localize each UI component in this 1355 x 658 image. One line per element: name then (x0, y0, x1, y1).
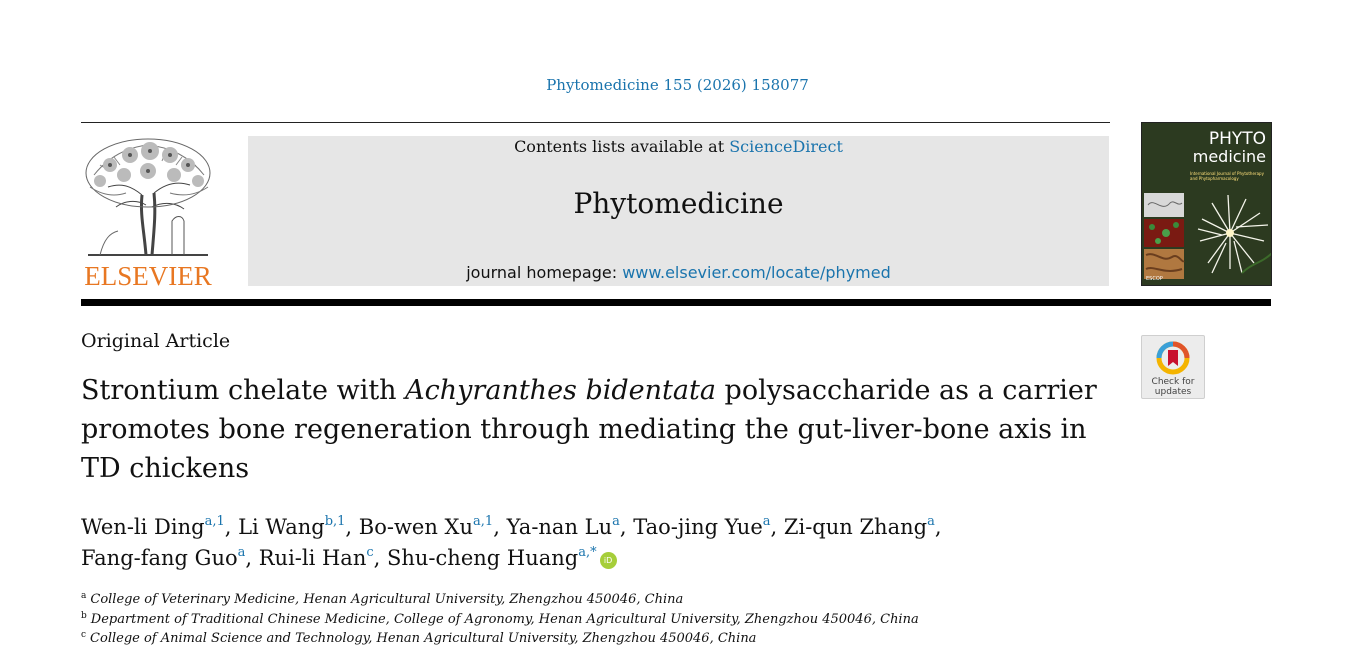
author-name[interactable]: Ya-nan Lu (506, 515, 613, 539)
aff-link[interactable]: a (473, 514, 481, 529)
aff-link[interactable]: a (578, 545, 586, 560)
author-name[interactable]: Rui-li Han (258, 546, 367, 570)
affiliation-text: College of Animal Science and Technology, Henan Agricultural University, Zhengzhou 450046, China (90, 631, 757, 646)
article-type: Original Article (81, 330, 231, 352)
cover-title (1193, 131, 1266, 165)
check-updates-line1: Check for (1151, 377, 1195, 387)
title-species: Achyranthes bidentata (405, 375, 716, 406)
footnote-link[interactable]: ,1 (333, 514, 346, 529)
journal-name: Phytomedicine (573, 187, 784, 220)
homepage-prefix: journal homepage: (466, 263, 618, 282)
contents-line (248, 137, 1109, 156)
check-updates-icon (1156, 341, 1190, 375)
affiliation-item (81, 610, 919, 630)
author-affiliation-ref (763, 514, 771, 529)
cover-tagline: International Journal of Phytotherapy and Phytopharmacology (1190, 171, 1264, 181)
check-for-updates-button[interactable] (1141, 335, 1205, 399)
affiliation-text: College of Veterinary Medicine, Henan Agricultural University, Zhengzhou 450046, China (90, 592, 684, 607)
author-name[interactable]: Wen-li Ding (81, 515, 205, 539)
aff-link[interactable]: b (324, 514, 334, 529)
author-affiliation-ref (366, 545, 373, 560)
citation-link[interactable]: Phytomedicine 155 (2026) 158077 (546, 76, 809, 94)
aff-link[interactable]: a (762, 514, 771, 529)
aff-link[interactable]: a (927, 514, 935, 529)
affiliation-key: a (81, 591, 87, 601)
author-name[interactable]: Tao-jing Yue (633, 515, 763, 539)
author-affiliation-ref (325, 514, 346, 529)
title-part2: polysaccharide as a carrier promotes bone regeneration through mediating the gut-liver-bone axis in TD chickens (81, 375, 1097, 484)
author-name[interactable]: Fang-fang Guo (81, 546, 238, 570)
aff-link[interactable]: a (237, 545, 246, 560)
affiliation-key: c (81, 630, 87, 640)
article-title (81, 371, 1121, 488)
homepage-link[interactable]: www.elsevier.com/locate/phymed (622, 263, 891, 282)
aff-link[interactable]: a (612, 514, 620, 529)
affiliation-text: Department of Traditional Chinese Medicine, College of Agronomy, Henan Agricultural University, Zhengzhou 450046, China (90, 611, 919, 627)
homepage-line (248, 263, 1109, 282)
affiliations (81, 590, 919, 649)
affiliation-item (81, 629, 919, 649)
footnote-link[interactable]: ,1 (212, 514, 225, 529)
title-part1: Strontium chelate with (81, 375, 406, 406)
affiliation-item (81, 590, 919, 610)
aff-link[interactable]: a (204, 514, 213, 529)
author-affiliation-ref (238, 545, 246, 560)
elsevier-logo[interactable] (80, 135, 216, 290)
author-affiliation-ref (473, 514, 493, 529)
corresponding-author-link[interactable]: ,* (585, 545, 597, 560)
author-name[interactable]: Li Wang (238, 515, 325, 539)
author-name[interactable]: Shu-cheng Huang (387, 546, 579, 570)
author-affiliation-ref (612, 514, 620, 529)
author-affiliation-ref (927, 514, 935, 529)
journal-banner (248, 136, 1109, 286)
aff-link[interactable]: c (366, 545, 374, 560)
header-divider (81, 299, 1271, 306)
author-name[interactable]: Zi-qun Zhang (783, 515, 928, 539)
check-updates-line2: updates (1154, 387, 1192, 397)
cover-footer: ESCOP (1146, 276, 1163, 282)
footnote-link[interactable]: ,1 (480, 514, 494, 529)
affiliation-key: b (81, 610, 87, 621)
top-divider (81, 122, 1110, 123)
elsevier-tree-icon (80, 135, 216, 260)
sciencedirect-link[interactable]: ScienceDirect (729, 137, 843, 156)
elsevier-wordmark: ELSEVIER (84, 261, 212, 291)
cover-subtitle: medicine (1192, 147, 1266, 166)
author-list: Wen-li Ding$^{a,1}$, Li Wang$^{b,1}$, Bo-wen Xu$^{a,1}$, Ya-nan Lu$^a$, Tao-jing Yue$^a$, Zi-qun Zhang$^a$, Fang-fang Guo$^a$, Rui-li Han$^c$, Shu-cheng Huang$^{a,*}$iD (81, 514, 942, 570)
author-affiliation-ref (205, 514, 225, 529)
journal-citation[interactable] (0, 76, 1355, 94)
orcid-icon[interactable]: iD (600, 552, 617, 569)
contents-prefix: Contents lists available at (514, 137, 725, 156)
check-updates-label (1142, 377, 1204, 397)
author-name[interactable]: Bo-wen Xu (358, 515, 474, 539)
author-affiliation-ref (578, 545, 596, 560)
journal-cover[interactable] (1141, 122, 1272, 286)
cover-title-main: PHYTO (1208, 129, 1266, 149)
